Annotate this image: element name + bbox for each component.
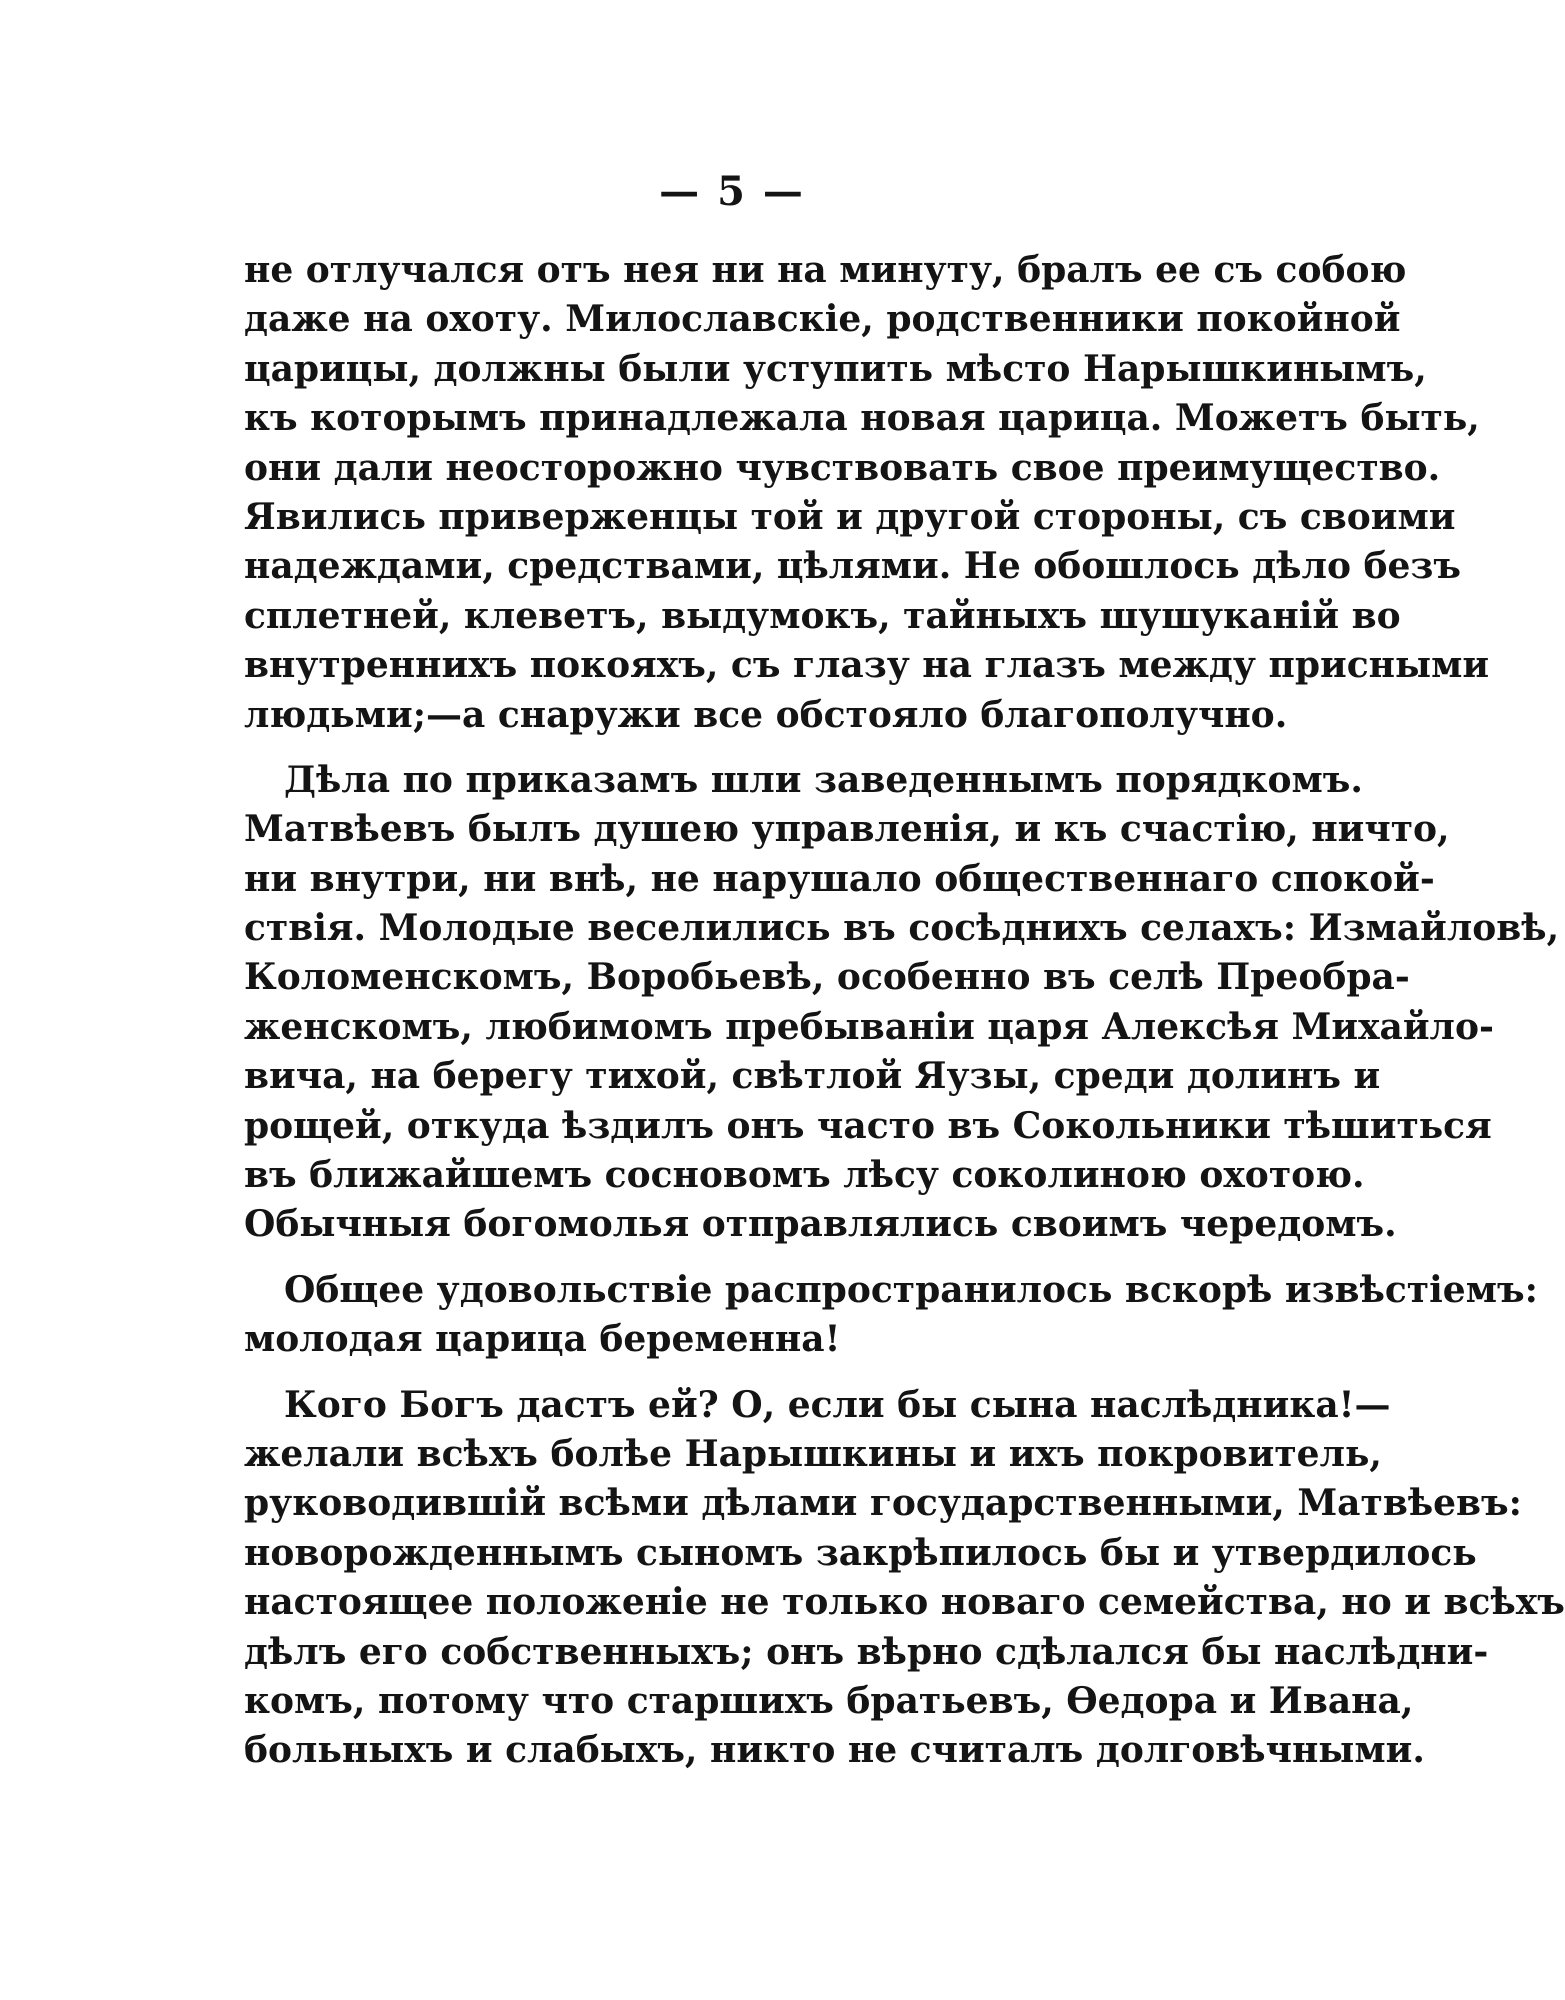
text-line: Коломенскомъ, Воробьевѣ, особенно въ селѣ Преобра-: [244, 956, 1410, 999]
paragraph: [244, 1266, 1538, 1365]
text-line: молодая царица беременна!: [244, 1318, 841, 1361]
paragraph: [244, 246, 1490, 740]
text-line: въ ближайшемъ сосновомъ лѣсу соколиною охотою.: [244, 1154, 1365, 1197]
text-line: внутреннихъ покояхъ, съ глазу на глазъ между присными: [244, 644, 1490, 687]
text-line: они дали неосторожно чувствовать свое преимущество.: [244, 446, 1441, 489]
text-line: къ которымъ принадлежала новая царица. Можетъ быть,: [244, 397, 1480, 440]
text-line: ствія. Молодые веселились въ сосѣднихъ селахъ: Измайловѣ,: [244, 907, 1560, 950]
page-number: — 5 —: [659, 168, 805, 215]
text-line: новорожденнымъ сыномъ закрѣпилось бы и утвердилось: [244, 1531, 1477, 1574]
text-line: больныхъ и слабыхъ, никто не считалъ долговѣчными.: [244, 1729, 1425, 1772]
text-line: Общее удовольствіе распространилось вскорѣ извѣстіемъ:: [284, 1268, 1538, 1311]
paragraph: [244, 756, 1560, 1250]
text-line: вича, на берегу тихой, свѣтлой Яузы, среди долинъ и: [244, 1055, 1381, 1098]
text-line: Явились приверженцы той и другой стороны, съ своими: [244, 495, 1456, 538]
text-line: дѣлъ его собственныхъ; онъ вѣрно сдѣлался бы наслѣдни-: [244, 1630, 1489, 1673]
text-line: Дѣла по приказамъ шли заведеннымъ порядкомъ.: [284, 758, 1363, 801]
text-line: ни внутри, ни внѣ, не нарушало общественнаго спокой-: [244, 857, 1435, 900]
text-line: Матвѣевъ былъ душею управленія, и къ счастію, ничто,: [244, 808, 1450, 851]
text-line: руководившій всѣми дѣлами государственными, Матвѣевъ:: [244, 1482, 1522, 1525]
body-text: [244, 246, 1565, 1776]
text-line: комъ, потому что старшихъ братьевъ, Ѳедора и Ивана,: [244, 1679, 1414, 1722]
text-line: не отлучался отъ нея ни на минуту, бралъ ее съ собою: [244, 249, 1407, 291]
text-line: женскомъ, любимомъ пребываніи царя Алексѣя Михайло-: [244, 1005, 1494, 1048]
text-line: желали всѣхъ болѣе Нарышкины и ихъ покровитель,: [244, 1432, 1382, 1475]
text-line: Кого Богъ дастъ ей? О, если бы сына наслѣдника!—: [284, 1383, 1391, 1426]
text-line: Обычныя богомолья отправлялись своимъ чередомъ.: [244, 1203, 1397, 1246]
text-line: даже на охоту. Милославскіе, родственники покойной: [244, 298, 1401, 341]
text-line: рощей, откуда ѣздилъ онъ часто въ Сокольники тѣшиться: [244, 1104, 1492, 1147]
text-line: людьми;—а снаружи все обстояло благополучно.: [244, 693, 1288, 736]
paragraph: [244, 1381, 1565, 1776]
text-line: надеждами, средствами, цѣлями. Не обошлось дѣло безъ: [244, 545, 1462, 588]
text-line: царицы, должны были уступить мѣсто Нарышкинымъ,: [244, 347, 1427, 390]
text-line: настоящее положеніе не только новаго семейства, но и всѣхъ: [244, 1581, 1565, 1624]
text-line: сплетней, клеветъ, выдумокъ, тайныхъ шушуканій во: [244, 594, 1401, 637]
